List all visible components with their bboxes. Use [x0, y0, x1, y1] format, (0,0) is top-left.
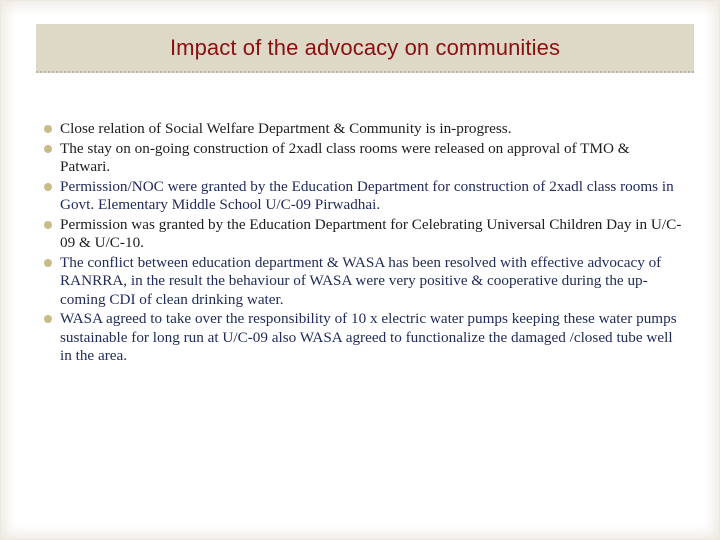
bullet-dot-icon [44, 125, 52, 133]
bullet-item [42, 120, 682, 139]
bullet-item [42, 216, 682, 253]
title-bar [36, 24, 694, 73]
bullet-text: Permission was granted by the Education Department for Celebrating Universal Children Day in U/C-09 & U/C-10. [60, 215, 682, 251]
bullet-text: The stay on on-going construction of 2xadl class rooms were released on approval of TMO & Patwari. [60, 139, 630, 175]
slide-title: Impact of the advocacy on communities [169, 34, 561, 60]
bullet-text: WASA agreed to take over the responsibility of 10 x electric water pumps keeping these water pumps sustainable for long run at U/C-09 also WASA agreed to functionalize the damaged /closed tube well in the area. [60, 310, 677, 364]
bullet-text: The conflict between education department & WASA has been resolved with effective advocacy of RANRRA, in the result the behaviour of WASA were very positive & cooperative during the up-coming CDI of clean drinking water. [60, 253, 662, 308]
bullet-dot-icon [44, 259, 52, 267]
bullet-item [42, 178, 682, 215]
bullet-dot-icon [44, 315, 52, 323]
bullet-item [42, 140, 682, 177]
bullet-item [42, 254, 682, 310]
bullet-dot-icon [44, 183, 52, 191]
bullet-text: Close relation of Social Welfare Department & Community is in-progress. [60, 120, 512, 137]
bullet-dot-icon [44, 145, 52, 153]
bullet-list [42, 120, 682, 367]
bullet-text: Permission/NOC were granted by the Education Department for construction of 2xadl class rooms in Govt. Elementary Middle School U/C-09 Pirwadhai. [60, 177, 674, 213]
bullet-dot-icon [44, 221, 52, 229]
bullet-item [42, 310, 682, 366]
